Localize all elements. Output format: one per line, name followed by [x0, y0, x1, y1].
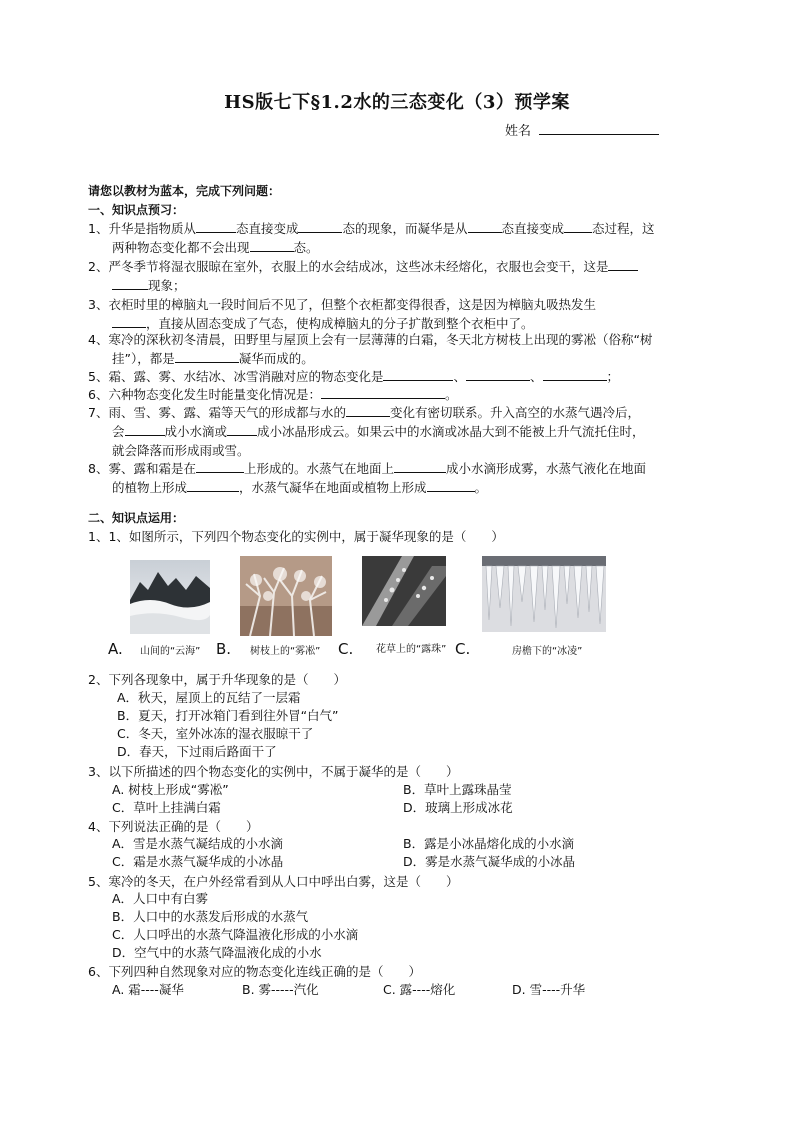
blank[interactable] — [125, 422, 165, 436]
option-a[interactable]: A．秋天，屋顶上的瓦结了一层霜 — [117, 690, 301, 705]
option-b[interactable]: B．夏天，打开冰箱门看到往外冒“白气” — [117, 708, 339, 723]
image-caption: 房檐下的“冰凌” — [512, 646, 583, 657]
preview-question-1: 1、升华是指物质从 态直接变成 态的现象，而凝华是从 态直接变成 态过程，这 两种物态变化都不会出现 态。 — [88, 221, 655, 255]
option-d[interactable]: D．雾是水蒸气凝华成的小冰晶 — [403, 854, 576, 869]
rime-branches-image — [240, 556, 332, 636]
blank[interactable] — [196, 219, 236, 233]
blank[interactable] — [112, 276, 148, 290]
option-c[interactable]: C．人口呼出的水蒸气降温液化形成的小水滴 — [112, 927, 359, 942]
option-d[interactable]: D. 雪----升华 — [512, 982, 586, 997]
option-c-letter[interactable]: C. — [455, 640, 471, 658]
option-a[interactable]: A．雪是水蒸气凝结成的小水滴 — [112, 836, 284, 851]
blank[interactable] — [321, 385, 445, 399]
blank[interactable] — [112, 314, 146, 328]
option-b[interactable]: B．草叶上露珠晶莹 — [403, 782, 512, 797]
blank[interactable] — [196, 459, 244, 473]
blank[interactable] — [298, 219, 342, 233]
practice-question-3: 3、以下所描述的四个物态变化的实例中，不属于凝华的是（ ） — [88, 764, 459, 779]
option-c[interactable]: C. 露----熔化 — [383, 982, 456, 997]
name-blank[interactable] — [539, 120, 659, 135]
option-d[interactable]: D．空气中的水蒸气降温液化成的小水 — [112, 945, 322, 960]
image-caption: 山间的“云海” — [140, 646, 201, 657]
practice-question-5: 5、寒冷的冬天，在户外经常看到从人口中呼出白雾，这是（ ） — [88, 874, 459, 889]
preview-question-5: 5、霜、露、雾、水结冰、冰雪消融对应的物态变化是 、 、 ； — [88, 369, 620, 384]
blank[interactable] — [175, 349, 239, 363]
option-a[interactable]: A．人口中有白雾 — [112, 891, 209, 906]
option-c[interactable]: C．冬天，室外冰冻的湿衣服晾干了 — [117, 726, 314, 741]
blank[interactable] — [250, 238, 294, 252]
option-a[interactable]: A. 霜----凝华 — [112, 982, 184, 997]
option-c[interactable]: C．霜是水蒸气凝华成的小冰晶 — [112, 854, 284, 869]
preview-question-4: 4、寒冷的深秋初冬清晨，田野里与屋顶上会有一层薄薄的白霜，冬天北方树枝上出现的雾凇（俗称“树 挂”），都是 凝华而成的。 — [88, 332, 653, 366]
icicles-image — [482, 556, 606, 632]
option-b[interactable]: B．露是小冰晶熔化成的小水滴 — [403, 836, 575, 851]
preview-question-8: 8、雾、露和霜是在 上形成的。水蒸气在地面上 成小水滴形成雾，水蒸气液化在地面 的植物上形成 ，水蒸气凝华在地面或植物上形成 。 — [88, 461, 646, 495]
name-label: 姓名 — [505, 124, 532, 139]
practice-question-6: 6、下列四种自然现象对应的物态变化连线正确的是（ ） — [88, 964, 421, 979]
preview-question-6: 6、六种物态变化发生时能量变化情况是： 。 — [88, 387, 458, 402]
option-c[interactable]: C．草叶上挂满白霜 — [112, 800, 221, 815]
name-field — [505, 120, 659, 139]
blank[interactable] — [543, 367, 607, 381]
cloud-sea-image — [130, 560, 210, 634]
blank[interactable] — [394, 459, 446, 473]
option-d[interactable]: D．春天，下过雨后路面干了 — [117, 744, 277, 759]
blank[interactable] — [187, 478, 239, 492]
option-a-letter[interactable]: A. — [108, 640, 123, 658]
blank[interactable] — [468, 219, 502, 233]
practice-question-1: 1、1、如图所示，下列四个物态变化的实例中，属于凝华现象的是（ ） — [88, 529, 504, 544]
option-b[interactable]: B．人口中的水蒸发后形成的水蒸气 — [112, 909, 309, 924]
practice-question-4: 4、下列说法正确的是（ ） — [88, 819, 259, 834]
image-caption: 花草上的“露珠” — [376, 644, 447, 655]
practice-question-2: 2、下列各现象中，属于升华现象的是（ ） — [88, 672, 346, 687]
blank[interactable] — [346, 403, 390, 417]
section-preview-heading: 一、知识点预习： — [88, 203, 185, 217]
page-title: HS版七下§1.2水的三态变化（3）预学案 — [224, 92, 570, 113]
blank[interactable] — [427, 478, 475, 492]
preview-question-7: 7、雨、雪、雾、露、霜等天气的形成都与水的 变化有密切联系。升入高空的水蒸气遇冷后， 会 成小水滴或 成小冰晶形成云。如果云中的水滴或冰晶大到不能被上升气流托住时， 就会降落而形成雨或雪。 — [88, 405, 645, 458]
preview-question-3: 3、衣柜时里的樟脑丸一段时间后不见了，但整个衣柜都变得很香，这是因为樟脑丸吸热发生 ，直接从固态变成了气态，使构成樟脑丸的分子扩散到整个衣柜中了。 — [88, 297, 596, 331]
option-c-letter-label[interactable]: C. — [338, 640, 354, 658]
option-a[interactable]: A. 树枝上形成“雾凇” — [112, 782, 229, 797]
preview-question-2: 2、严冬季节将湿衣服晾在室外，衣服上的水会结成冰，这些冰未经熔化，衣服也会变干，这是 现象； — [88, 257, 718, 295]
option-b[interactable]: B. 雾-----汽化 — [242, 982, 319, 997]
dew-drops-image — [362, 556, 446, 626]
blank[interactable] — [564, 219, 592, 233]
blank[interactable] — [608, 257, 638, 271]
image-caption: 树枝上的“雾凇” — [250, 646, 321, 657]
section-practice-heading: 二、知识点运用： — [88, 511, 185, 525]
option-d[interactable]: D．玻璃上形成冰花 — [403, 800, 513, 815]
instructions: 请您以教材为蓝本，完成下列问题： — [88, 184, 281, 198]
blank[interactable] — [227, 422, 257, 436]
option-b-letter[interactable]: B. — [216, 640, 232, 658]
blank[interactable] — [383, 367, 453, 381]
blank[interactable] — [466, 367, 530, 381]
